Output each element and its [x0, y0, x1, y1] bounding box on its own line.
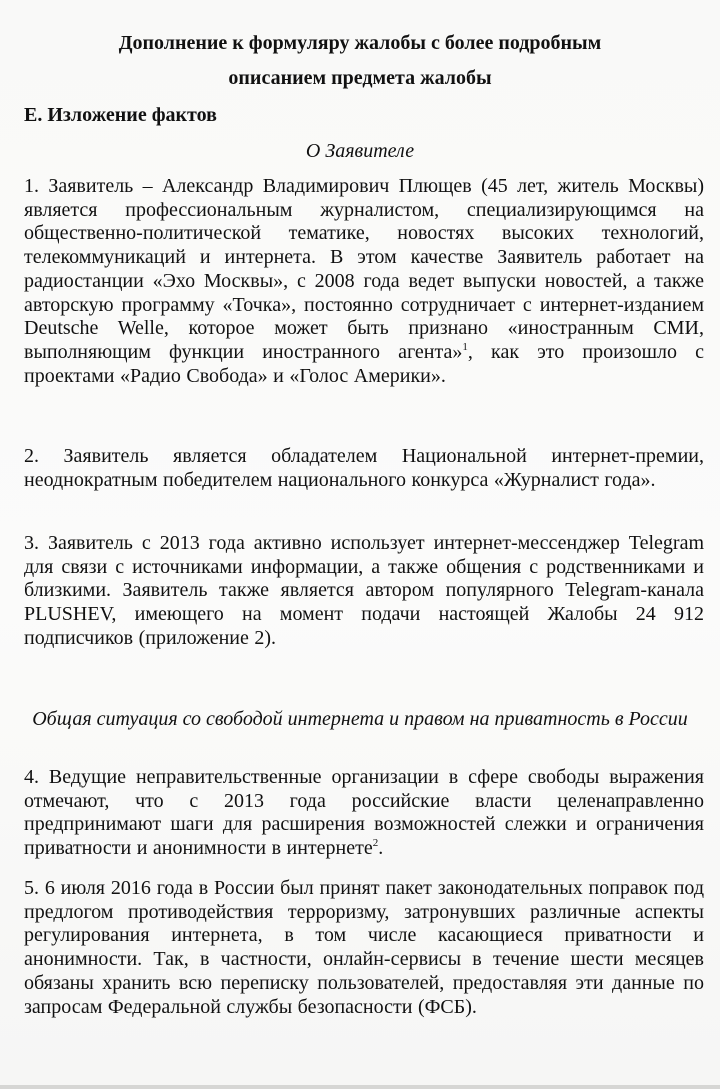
footnote-marker-1[interactable]: 1 [462, 340, 468, 353]
paragraph-4 [24, 766, 704, 861]
paragraph-3: 3. Заявитель с 2013 года активно использует интернет-мессенджер Telegram для связи с источниками информации, а также общения с родственниками и близкими. Заявитель также является автором популярного Telegram-канала PLUSHEV, имеющего на момент подачи настоящей Жалобы 24 912 подписчиков (приложение 2). [24, 532, 704, 649]
paragraph-1 [24, 175, 704, 388]
paragraph-1-text: 1. Заявитель – Александр Владимирович Плющев (45 лет, житель Москвы) является профессиональным журналистом, специализирующимся на общественно-политической тематике, новостях высоких технологий, телекоммуникаций и интернета. В этом качестве Заявитель работает на радиостанции «Эхо Москвы», с 2008 года ведет выпуски новостей, а также авторскую программу «Точка», постоянно сотрудничает с интернет-изданием Deutsche Welle, которое может быть признано «иностранным СМИ, выполняющим функции иностранного агента» [24, 175, 704, 363]
paragraph-4-text: 4. Ведущие неправительственные организации в сфере свободы выражения отмечают, что с 2013 года российские власти целенаправленно предпринимают шаги для расширения возможностей слежки и ограничения приватности и анонимности в интернете [24, 766, 704, 860]
section-heading: E. Изложение фактов [24, 104, 217, 126]
subheading-situation: Общая ситуация со свободой интернета и правом на приватность в России [32, 708, 688, 730]
paragraph-1-text-after: , как это произошло с проектами «Радио Свобода» и «Голос Америки». [24, 340, 705, 387]
document-title-line-1: Дополнение к формуляру жалобы с более подробным [118, 32, 602, 54]
page-bottom-edge [0, 1085, 720, 1089]
subheading-applicant: О Заявителе [305, 140, 415, 162]
paragraph-4-text-after: . [378, 837, 384, 860]
footnote-marker-2[interactable]: 2 [372, 837, 379, 850]
paragraph-5: 5. 6 июля 2016 года в России был принят пакет законодательных поправок под предлогом противодействия терроризму, затронувших различные аспекты регулирования интернета, в том числе касающиеся приватности и анонимности. Так, в частности, онлайн-сервисы в течение шести месяцев обязаны хранить всю переписку пользователей, предоставляя эти данные по запросам Федеральной службы безопасности (ФСБ). [24, 877, 704, 1018]
document-title-line-2: описанием предмета жалобы [228, 67, 492, 89]
paragraph-2: 2. Заявитель является обладателем Национальной интернет-премии, неоднократным победителем национального конкурса «Журналист года». [24, 445, 704, 491]
